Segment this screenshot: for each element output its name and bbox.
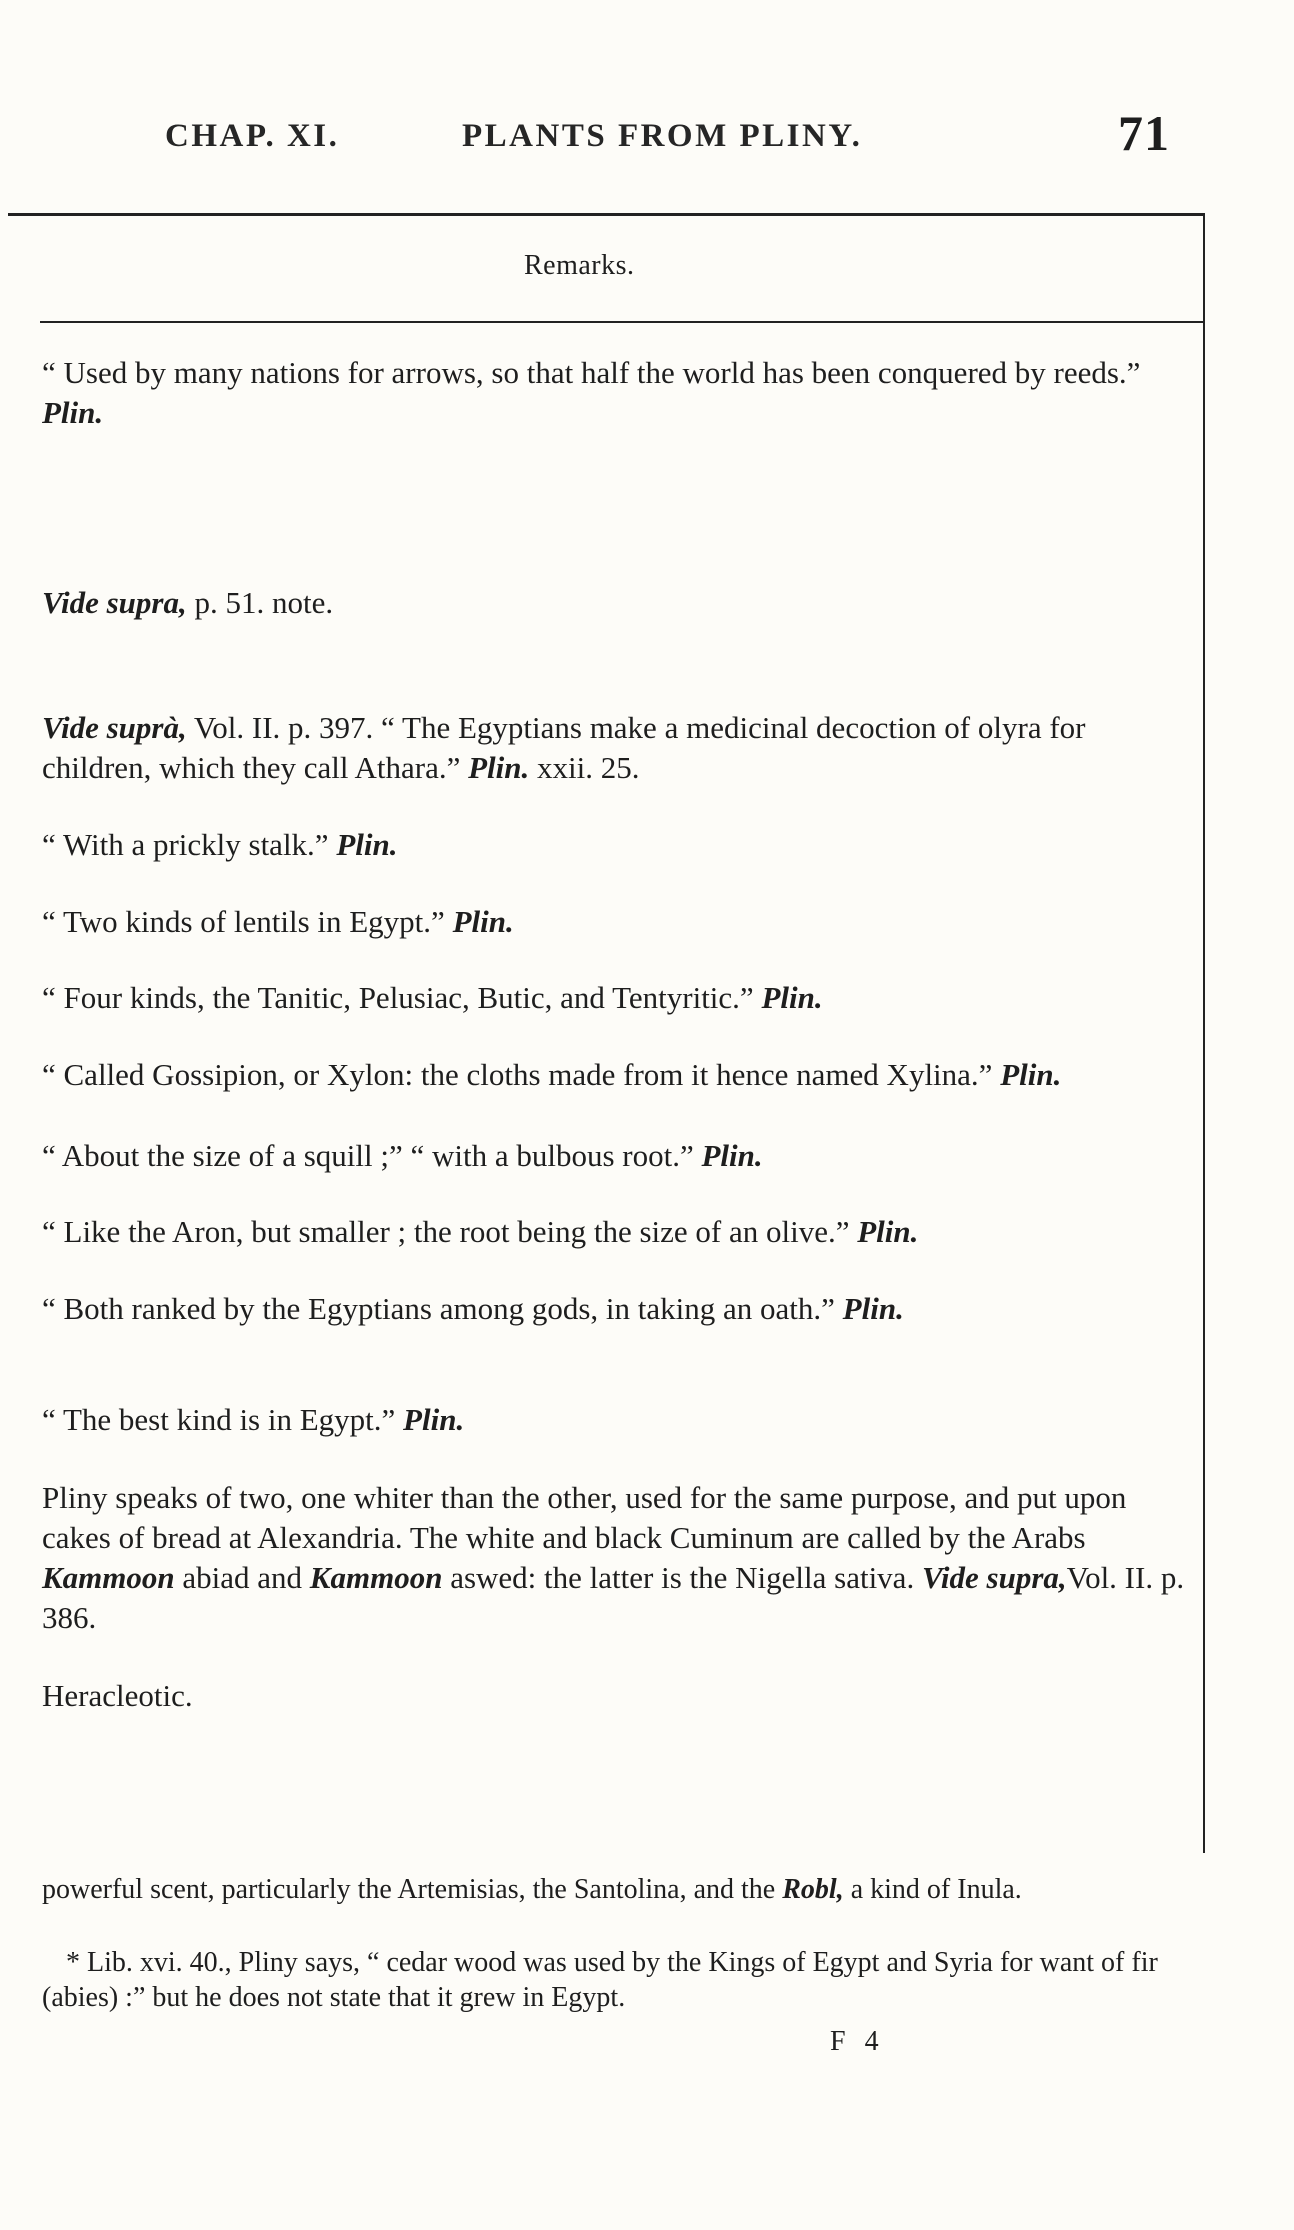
entry-text: “ About the size of a squill ;” “ with a bulbous root.”	[42, 1138, 694, 1173]
entry-italic: Vide suprà,	[42, 710, 187, 745]
entry-source: Plin.	[701, 1138, 763, 1173]
entry-text: Pliny speaks of two, one whiter than the other, used for the same purpose, and put upon cakes of bread at Alexandria. The white and black Cuminum are called by the Arabs	[42, 1480, 1127, 1555]
entry-text: “ Used by many nations for arrows, so that half the world has been conquered by reeds.”	[42, 355, 1141, 390]
entry-text: Vol. II. p. 397. “ The Egyptians make a medicinal decoction of olyra for children, which they call Athara.”	[42, 710, 1086, 785]
entry-source: Plin.	[452, 904, 514, 939]
entry-lentils	[42, 902, 1192, 942]
entry-prickly-stalk	[42, 825, 1192, 865]
entry-italic: Vide supra,	[42, 585, 187, 620]
entry-source: Plin.	[842, 1291, 904, 1326]
chapter-label: CHAP. XI.	[165, 118, 340, 154]
entry-source: Plin.	[336, 827, 398, 862]
entry-text: abiad and	[174, 1560, 310, 1595]
entry-italic: Kammoon	[309, 1560, 443, 1595]
entry-gods	[42, 1289, 1192, 1329]
entry-reference: xxii. 25.	[529, 750, 640, 785]
entry-best-kind	[42, 1400, 1192, 1440]
footnote-text: * Lib. xvi. 40., Pliny says, “ cedar wood was used by the Kings of Egypt and Syria for want of fir (abies) :” but he does not state that it grew in Egypt.	[42, 1947, 1158, 2013]
entry-text: aswed: the latter is the Nigella sativa.	[442, 1560, 922, 1595]
entry-text: p. 51. note.	[186, 585, 334, 620]
entry-source: Plin.	[42, 395, 104, 430]
entry-text: Vol. II. p. 386.	[42, 1560, 1185, 1635]
entry-source: Plin.	[403, 1402, 465, 1437]
entry-vide-supra	[42, 583, 1192, 623]
heading-rule	[40, 321, 1205, 323]
running-title: PLANTS FROM PLINY.	[462, 118, 863, 154]
entry-italic: Kammoon	[42, 1560, 175, 1595]
footnote-cedar	[42, 1945, 1212, 2015]
entry-text: “ With a prickly stalk.”	[42, 827, 329, 862]
signature-mark: F 4	[830, 2026, 885, 2057]
footnote-italic: Robl,	[782, 1874, 844, 1905]
entry-text: “ The best kind is in Egypt.”	[42, 1402, 396, 1437]
entry-text: “ Four kinds, the Tanitic, Pelusiac, Butic, and Tentyritic.”	[42, 980, 754, 1015]
entry-gossipion	[42, 1055, 1192, 1095]
entry-text: Heracleotic.	[42, 1678, 193, 1713]
entry-cuminum	[42, 1478, 1192, 1638]
entry-source: Plin.	[761, 980, 823, 1015]
entry-source: Plin.	[857, 1214, 919, 1249]
entry-aron	[42, 1212, 1192, 1252]
footnote-continuation	[42, 1872, 1212, 1907]
entry-text: “ Like the Aron, but smaller ; the root being the size of an olive.”	[42, 1214, 850, 1249]
entry-source: Plin.	[1000, 1057, 1062, 1092]
entry-squill	[42, 1136, 1192, 1176]
footnote-text: a kind of Inula.	[843, 1874, 1022, 1905]
entry-italic: Vide supra,	[921, 1560, 1067, 1595]
entry-reeds	[42, 353, 1192, 433]
entry-source: Plin.	[468, 750, 530, 785]
remarks-heading: Remarks.	[524, 250, 635, 281]
page-number: 71	[1118, 105, 1170, 161]
top-rule	[8, 213, 1204, 216]
entry-heracleotic	[42, 1676, 1192, 1716]
entry-text: “ Two kinds of lentils in Egypt.”	[42, 904, 445, 939]
entry-text: “ Both ranked by the Egyptians among gods, in taking an oath.”	[42, 1291, 835, 1326]
entry-text: “ Called Gossipion, or Xylon: the cloths made from it hence named Xylina.”	[42, 1057, 993, 1092]
entry-four-kinds	[42, 978, 1192, 1018]
footnote-text: powerful scent, particularly the Artemisias, the Santolina, and the	[42, 1874, 783, 1905]
entry-olyra	[42, 708, 1192, 788]
column-border	[1203, 213, 1205, 1853]
